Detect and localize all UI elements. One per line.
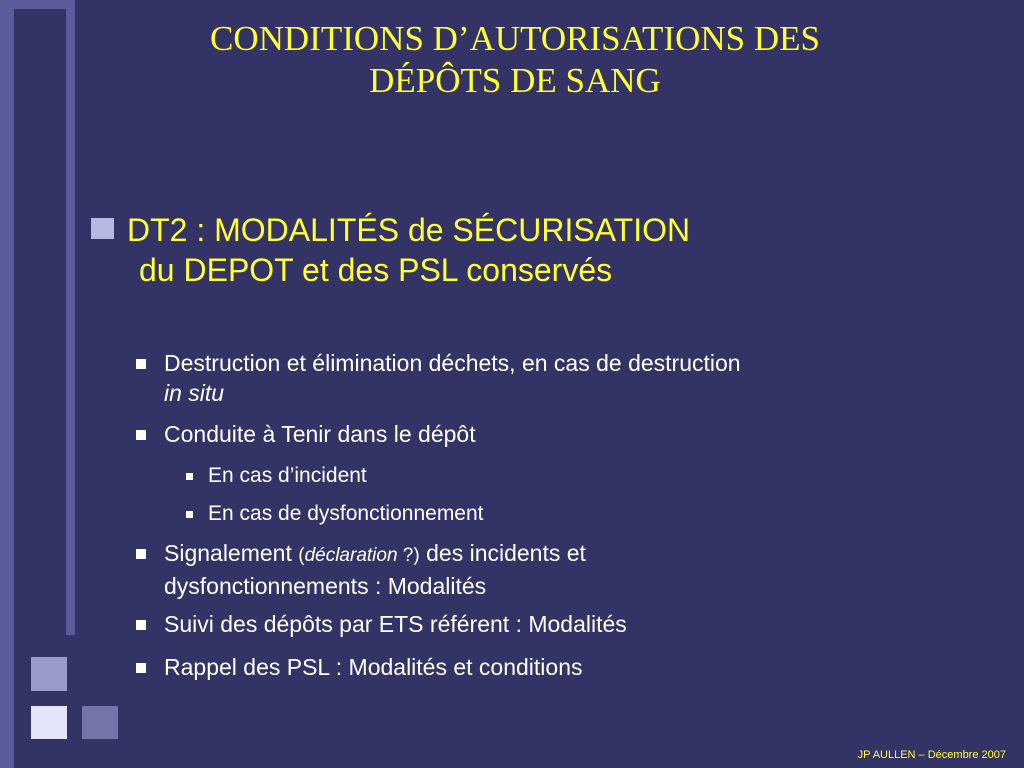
list-item-paren-open: ( [298,545,305,566]
list-item-suivi [164,609,627,639]
square-bullet-icon [136,620,146,630]
frame-bar-top [14,0,74,9]
list-item-destruction [164,348,741,408]
sub-list-item-incident [208,461,367,491]
section-heading-line-1: DT2 : MODALITÉS de SÉCURISATION [127,212,691,248]
list-item-italic: déclaration [304,545,398,566]
list-item-line-2: dysfonctionnements : Modalités [164,573,487,599]
section-heading-line-2: du DEPOT et des PSL conservés [139,252,613,288]
list-item-paren-close: ?) [397,545,420,566]
decorative-square-3 [82,706,118,739]
list-item-signalement [164,538,586,601]
list-item-text: Suivi des dépôts par ETS référent : Modalités [164,611,627,637]
list-item-rappel [164,652,583,682]
sub-list-item-dysfonctionnement [208,499,484,529]
square-bullet-icon [136,359,146,369]
list-item-text: Conduite à Tenir dans le dépôt [164,421,476,447]
sub-list-item-text: En cas de dysfonctionnement [208,502,484,525]
sub-list-item-text: En cas d’incident [208,464,367,487]
square-bullet-icon [136,430,146,440]
square-bullet-icon [136,663,146,673]
section-heading [127,210,690,290]
list-item-suffix: des incidents et [419,540,586,566]
list-item-text: Rappel des PSL : Modalités et conditions [164,654,583,680]
list-item-italic: in situ [164,380,225,406]
square-bullet-icon [136,549,146,559]
footer-credit: JP AULLEN – Décembre 2007 [857,749,1006,761]
decorative-square-1 [31,657,67,691]
square-bullet-icon [186,473,193,480]
slide-title-line-1: CONDITIONS D’AUTORISATIONS DES [210,19,820,58]
list-item-conduite [164,419,476,449]
square-bullet-icon [91,218,114,239]
square-bullet-icon [186,511,193,518]
slide-title-line-2: DÉPÔTS DE SANG [369,61,661,100]
slide-title [100,18,930,102]
list-item-text: Destruction et élimination déchets, en cas de destruction [164,350,741,376]
frame-bar-vertical [66,0,75,635]
decorative-square-2 [31,706,67,739]
frame-bar-left [0,0,14,768]
list-item-prefix: Signalement [164,540,299,566]
